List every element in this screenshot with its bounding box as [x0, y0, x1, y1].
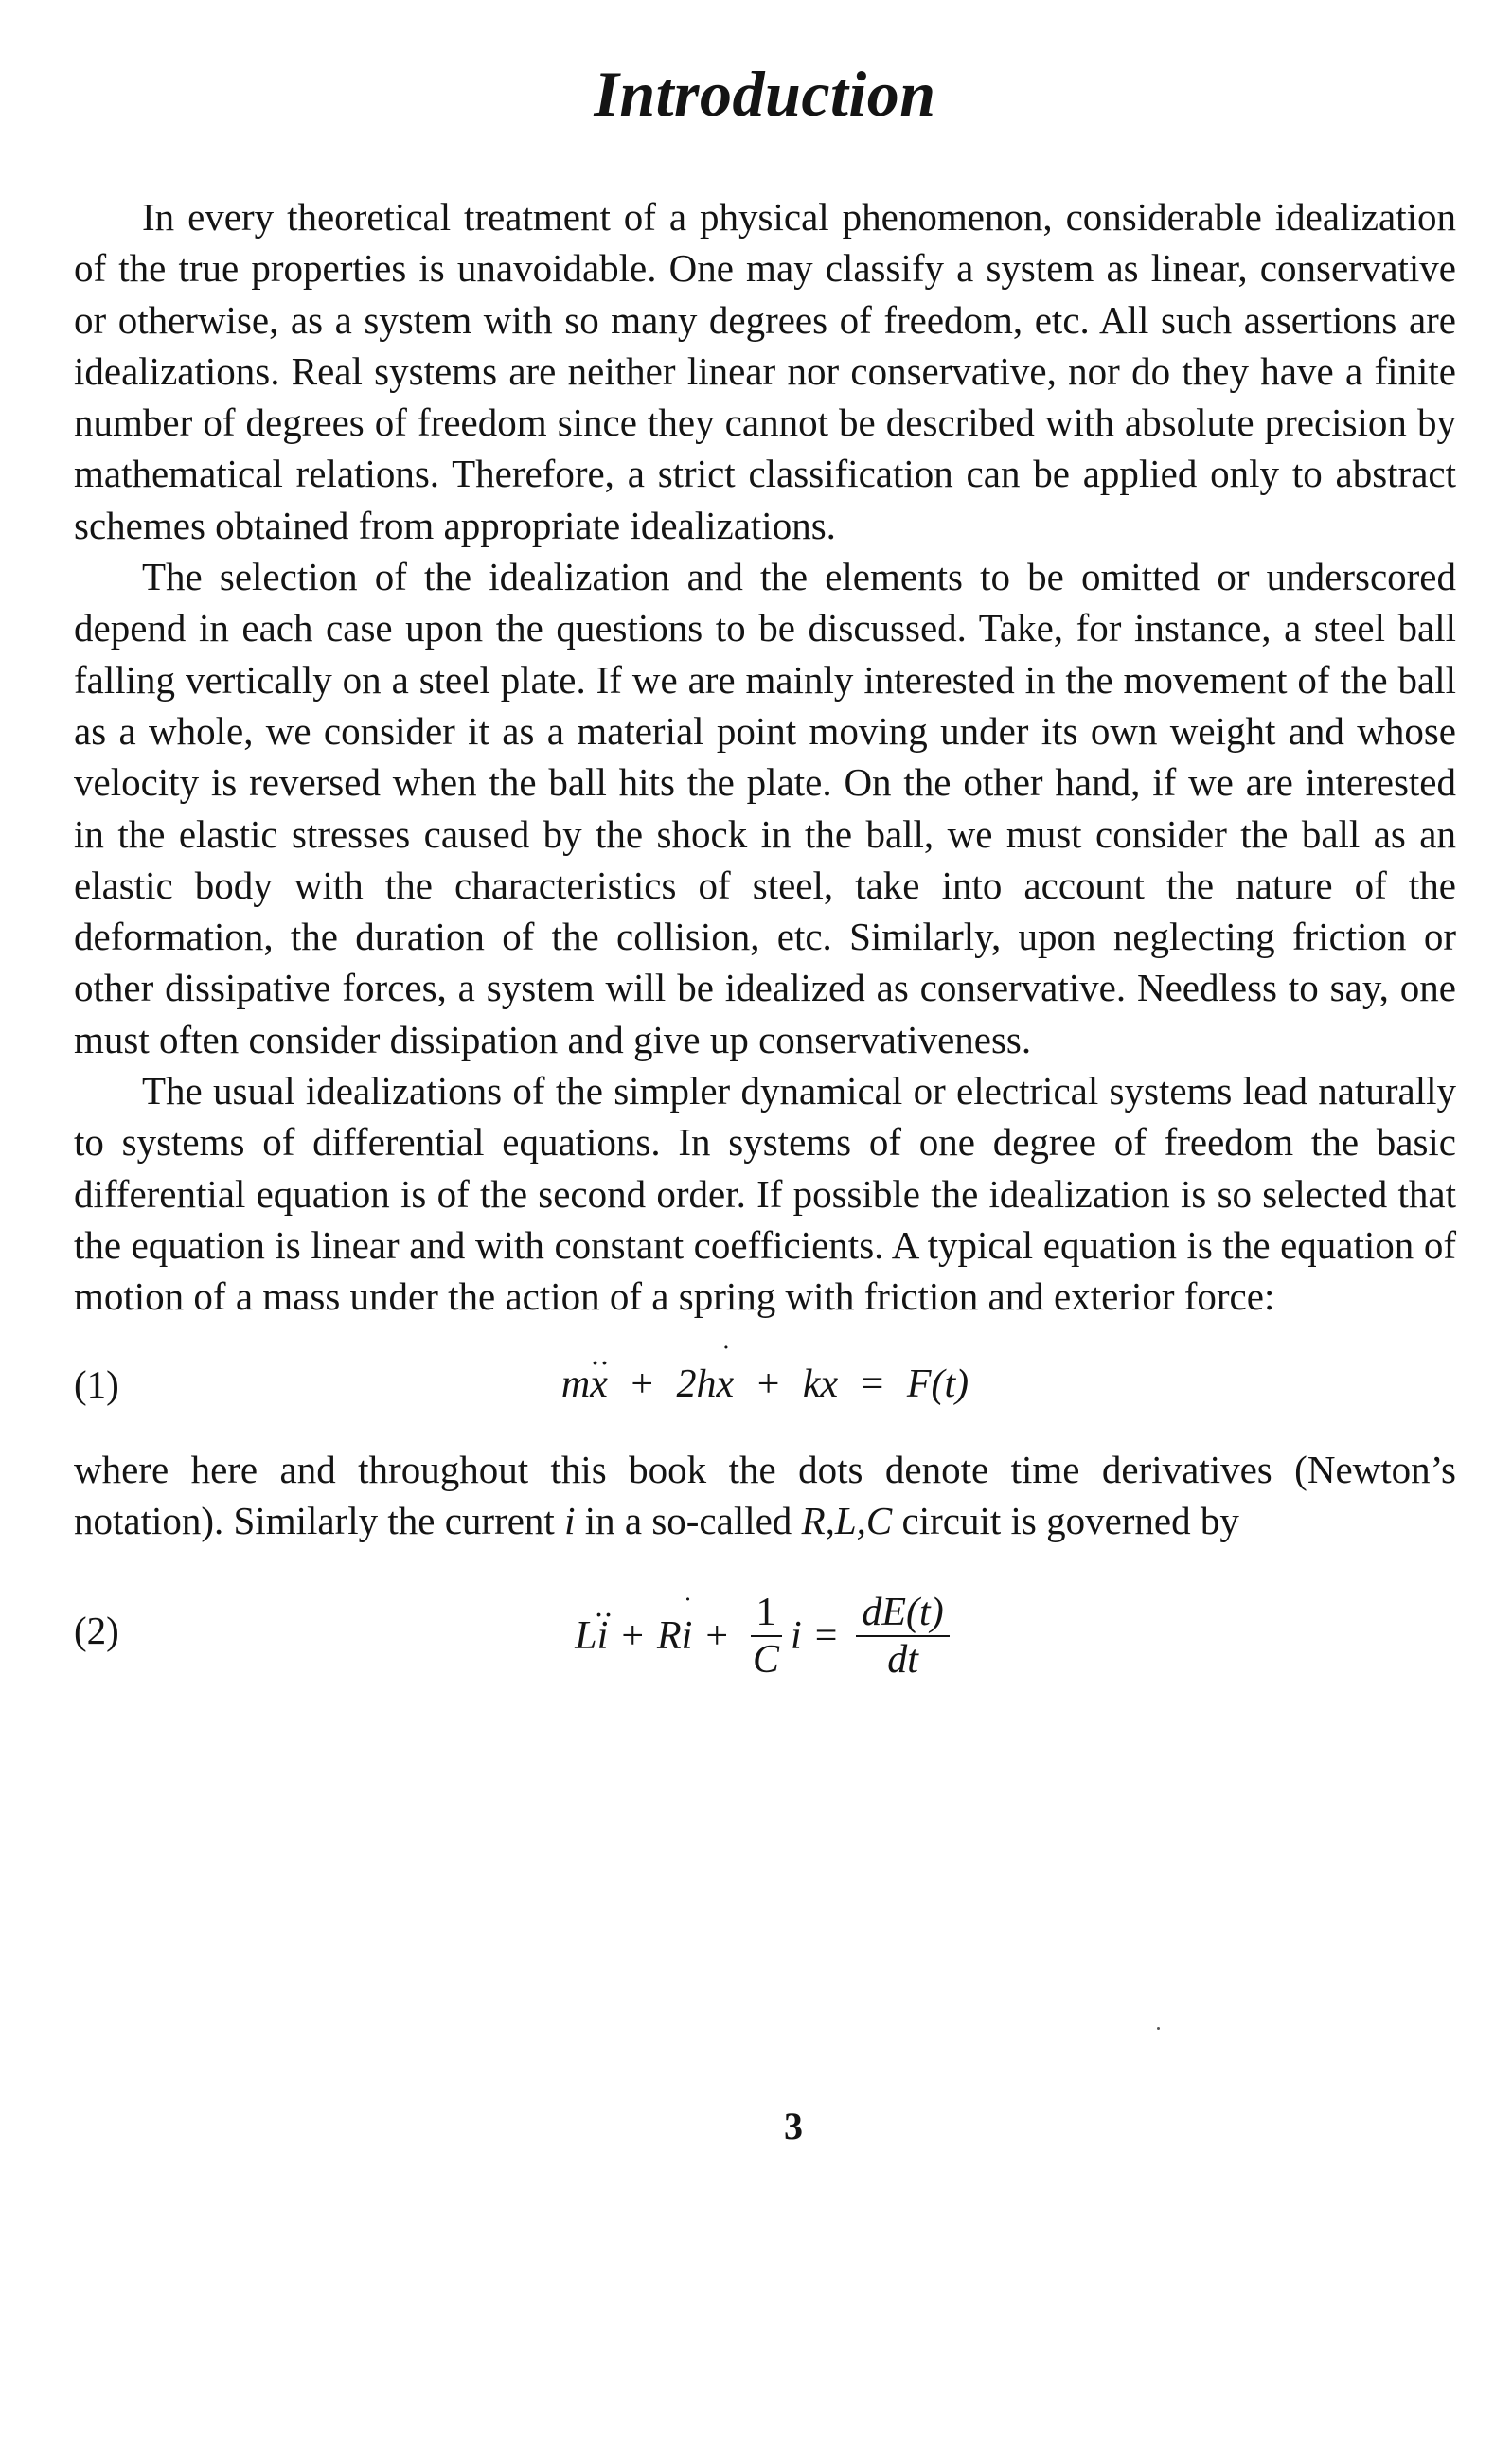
page-title: Introduction [594, 58, 936, 130]
eq2-frac-denominator: C [753, 1638, 780, 1682]
eq2-plus-2: + [705, 1613, 729, 1658]
eq2-plus-1: + [621, 1613, 645, 1658]
eq2-i: i [791, 1613, 802, 1658]
circuit-label: R,L,C [801, 1498, 893, 1542]
current-variable: i [564, 1498, 576, 1542]
eq1-rhs: F(t) [906, 1362, 969, 1406]
eq1-x-ddot: ‥ x [590, 1339, 608, 1406]
eq2-R: R [657, 1613, 682, 1658]
eq1-equals: = [861, 1362, 884, 1406]
page-number: 3 [784, 2105, 803, 2147]
equation-1-body [74, 1339, 1456, 1410]
eq1-mass: m [560, 1362, 591, 1406]
eq1-kx: kx [802, 1362, 839, 1406]
eq2-frac-numerator: 1 [751, 1592, 782, 1637]
equation-2-body [74, 1565, 1456, 1707]
equation-1 [74, 1330, 1456, 1434]
print-speck [1157, 2027, 1160, 2030]
eq2-equals: = [814, 1613, 838, 1658]
body-text [74, 191, 1456, 1707]
eq2-rhs-fraction [856, 1592, 949, 1681]
eq2-i-dot: ˙ i [681, 1591, 693, 1658]
paragraph-2: The selection of the idealization and the elements to be omitted or underscored depend in each case upon the questions to be discussed. Take, for instance, a steel ball falling vertically on a steel plate. If we are mainly interested in the movement of the ball as a whole, we consider it as a material point moving under its own weight and whose velocity is reversed when the ball hits the plate. On the other hand, if we are interested in the elastic stresses caused by the shock in the ball, we must consider the ball as an elastic body with the characteristics of steel, take into account the nature of the deformation, the duration of the collision, etc. Similarly, upon neglecting friction or other dissipative forces, a system will be idealized as conservative. Needless to say, one must often consider dissipation and give up conservativeness. [74, 555, 1456, 1061]
eq1-plus-2: + [756, 1362, 780, 1406]
eq2-rhs-numerator: dE(t) [856, 1592, 949, 1637]
eq1-plus-1: + [631, 1362, 654, 1406]
equation-2-number: (2) [74, 1609, 119, 1653]
eq2-i-ddot: ‥ i [594, 1591, 612, 1658]
eq1-x-dot: ˙ x [716, 1339, 735, 1406]
paragraph-1: In every theoretical treatment of a physical phenomenon, considerable idealization of the true properties is unavoidable. One may classify a system as linear, conservative or otherwise, as a system with so many degrees of freedom, etc. All such assertions are idealizations. Real systems are neither linear nor conservative, nor do they have a finite number of degrees of freedom since they cannot be described with absolute precision by mathematical relations. Therefore, a strict classification can be applied only to abstract schemes obtained from appropriate idealizations. [74, 195, 1456, 547]
paragraph-4: where here and throughout this book the dots denote time derivatives (Newton’s notation). Similarly the current i in a so-called R,L,C circuit is governed by [74, 1447, 1456, 1542]
eq2-rhs-denominator: dt [887, 1638, 918, 1682]
book-page [74, 0, 1456, 2439]
equation-2 [74, 1565, 1456, 1707]
equation-1-number: (1) [74, 1362, 119, 1406]
eq2-L: L [575, 1613, 597, 1658]
eq1-2h: 2h [676, 1362, 717, 1406]
paragraph-3: The usual idealizations of the simpler dynamical or electrical systems lead naturally to systems of differential equations. In systems of one degree of freedom the basic differential equation is of the second order. If possible the idealization is so selected that the equation is linear and with constant coefficients. A typical equation is the equation of motion of a mass under the action of a spring with friction and exterior force: [74, 1069, 1456, 1319]
eq2-fraction-1-over-C [747, 1592, 785, 1681]
